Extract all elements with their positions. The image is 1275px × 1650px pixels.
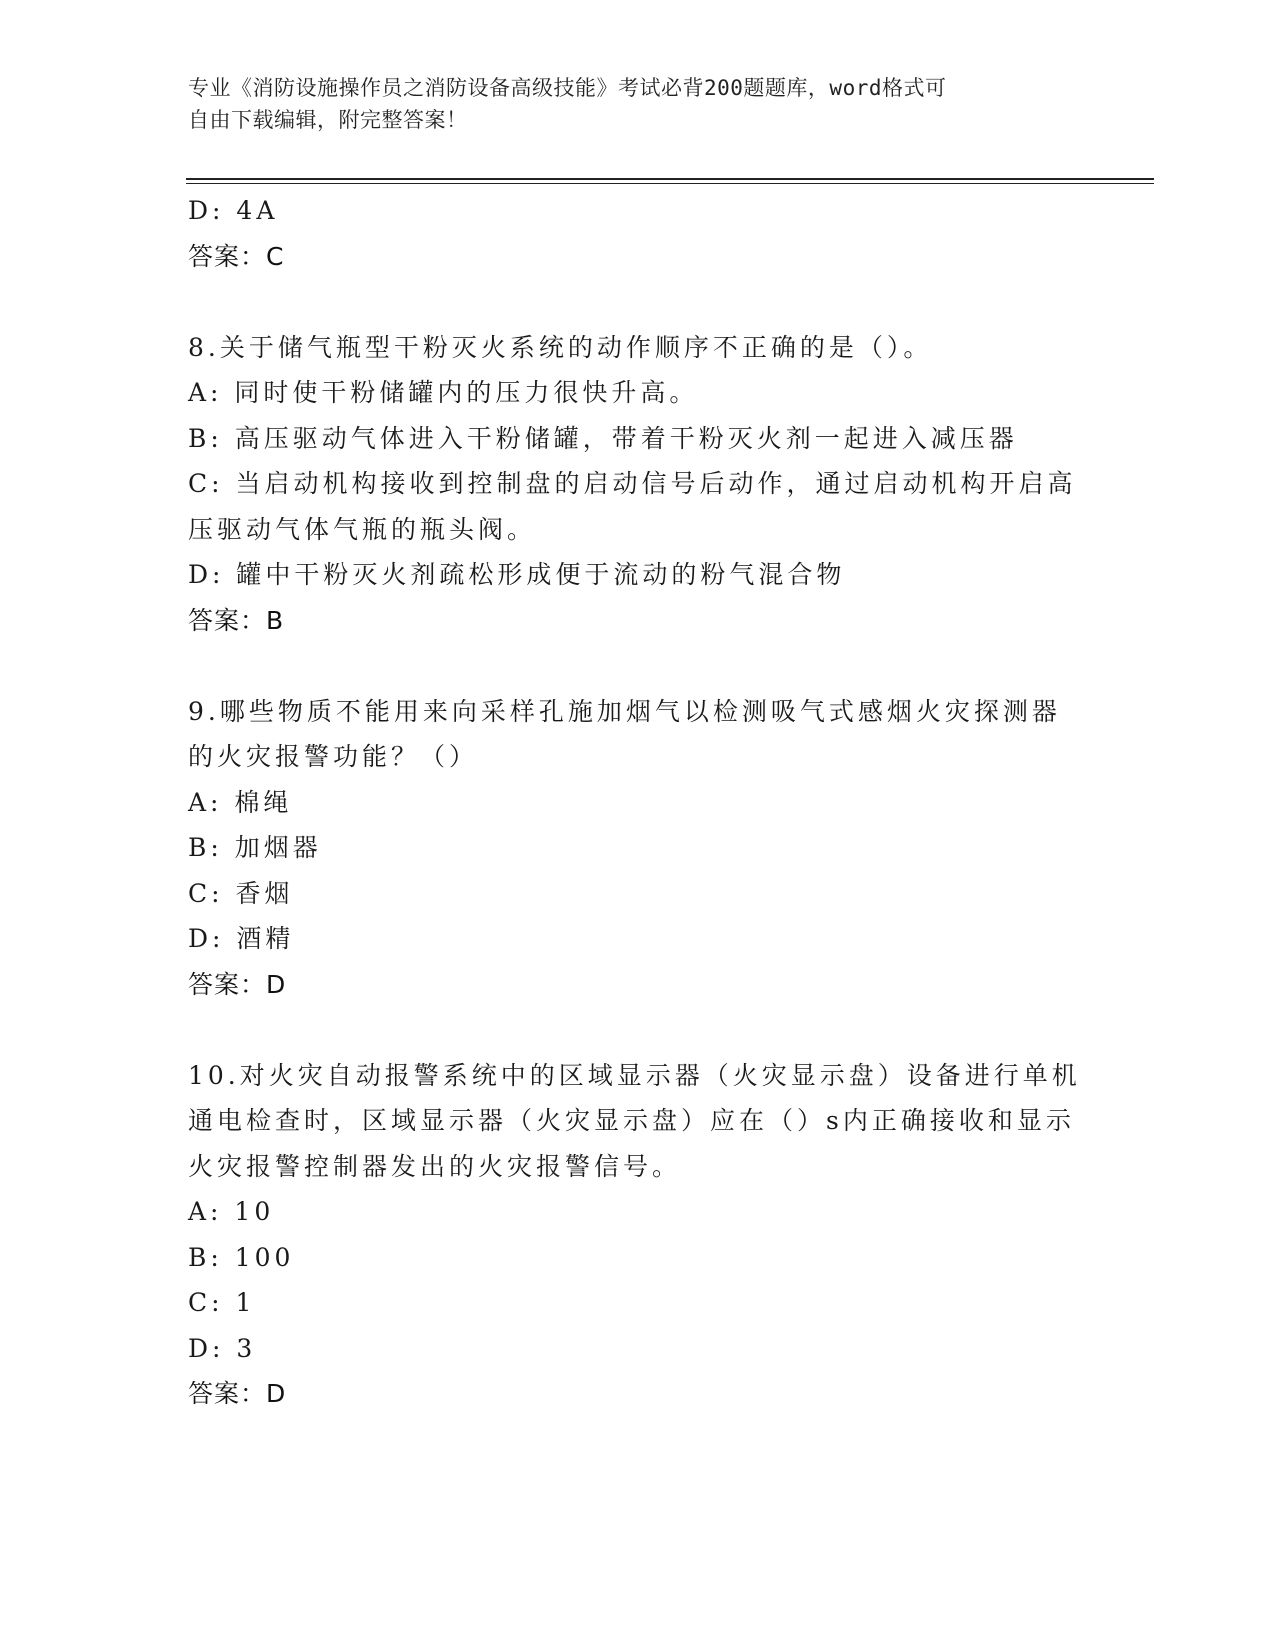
q10-answer: 答案：D bbox=[188, 1379, 287, 1408]
q10-option-d: D: 3 bbox=[188, 1333, 257, 1363]
q9-question-line-1: 9.哪些物质不能用来向采样孔施加烟气以检测吸气式感烟火灾探测器 bbox=[188, 696, 1061, 726]
q8-option-c-line-2: 压驱动气体气瓶的瓶头阀。 bbox=[188, 514, 537, 544]
q10-option-c: C: 1 bbox=[188, 1288, 256, 1317]
q10-question-line-2: 通电检查时，区域显示器（火灾显示盘）应在（）s内正确接收和显示 bbox=[188, 1106, 1075, 1135]
q8-option-c-line-1: C: 当启动机构接收到控制盘的启动信号后动作，通过启动机构开启高 bbox=[188, 469, 1077, 498]
header-divider-thin bbox=[186, 183, 1154, 184]
spacer bbox=[188, 279, 1088, 325]
q7-answer: 答案：C bbox=[188, 241, 285, 271]
q9-question-line-2: 的火灾报警功能？（） bbox=[188, 742, 479, 771]
question-content bbox=[188, 188, 1088, 1417]
q8-option-a: A: 同时使干粉储罐内的压力很快升高。 bbox=[188, 378, 699, 407]
q9-option-d: D: 酒精 bbox=[188, 924, 295, 953]
header-title-line-1: 专业《消防设施操作员之消防设备高级技能》考试必背200题题库，word格式可 bbox=[188, 76, 947, 100]
q7-option-d: D: 4A bbox=[188, 196, 279, 225]
q9-answer: 答案：D bbox=[188, 969, 287, 999]
header-title-line-2: 自由下载编辑，附完整答案！ bbox=[188, 108, 468, 132]
spacer bbox=[188, 643, 1088, 689]
q10-question-line-1: 10.对火灾自动报警系统中的区域显示器（火灾显示盘）设备进行单机 bbox=[188, 1060, 1081, 1090]
q9-option-a: A: 棉绳 bbox=[188, 787, 293, 817]
q8-option-d: D: 罐中干粉灭火剂疏松形成便于流动的粉气混合物 bbox=[188, 560, 846, 589]
q10-question-line-3: 火灾报警控制器发出的火灾报警信号。 bbox=[188, 1151, 682, 1181]
q8-question: 8.关于储气瓶型干粉灭火系统的动作顺序不正确的是（）。 bbox=[188, 332, 933, 362]
q10-option-b: B: 100 bbox=[188, 1242, 295, 1272]
header-divider-thick bbox=[186, 178, 1154, 180]
page-header bbox=[188, 72, 1068, 136]
q9-option-c: C: 香烟 bbox=[188, 878, 294, 908]
spacer bbox=[188, 1007, 1088, 1053]
q9-option-b: B: 加烟器 bbox=[188, 833, 322, 862]
q8-option-b: B: 高压驱动气体进入干粉储罐，带着干粉灭火剂一起进入减压器 bbox=[188, 423, 1018, 453]
q10-option-a: A: 10 bbox=[188, 1197, 275, 1226]
q8-answer: 答案：B bbox=[188, 605, 285, 635]
